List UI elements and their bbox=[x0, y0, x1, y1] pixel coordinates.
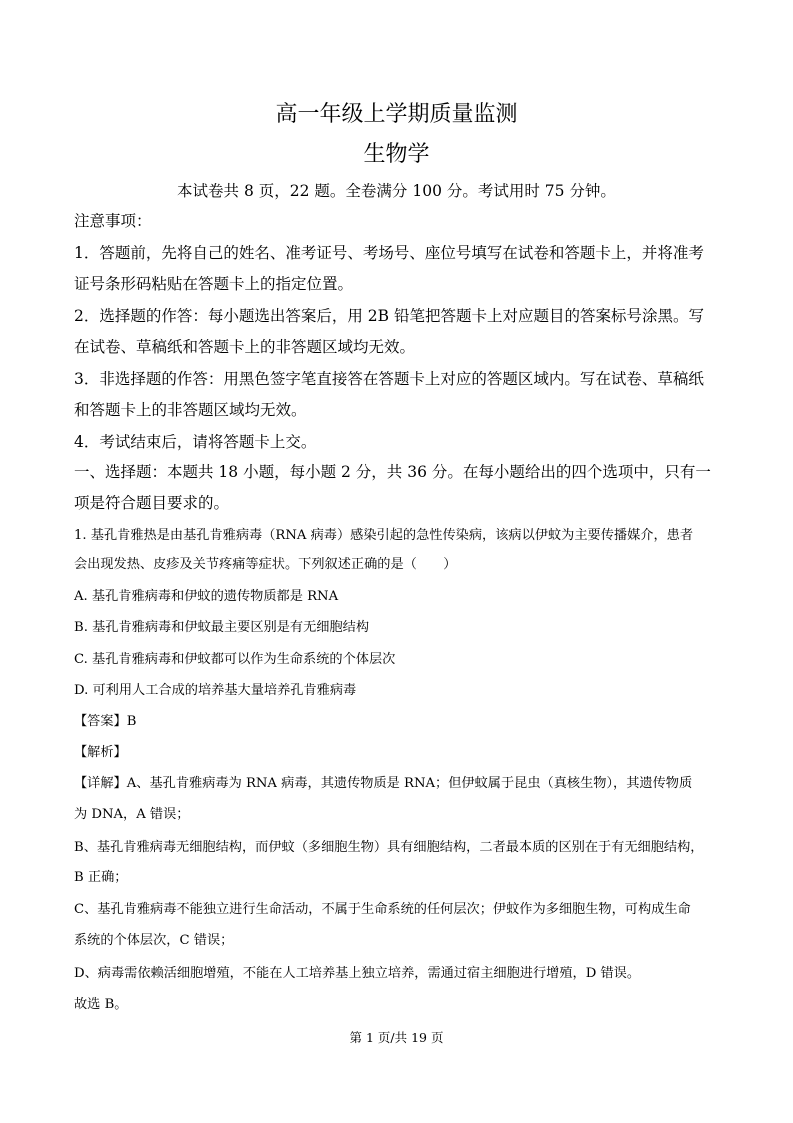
answer-label: 【答案】B bbox=[74, 714, 137, 729]
section-heading: 一、选择题：本题共 18 小题，每小题 2 分，共 36 分。在每小题给出的四个选项中，只有一 bbox=[74, 463, 711, 481]
page-number: 第 1 页/共 19 页 bbox=[349, 1030, 444, 1045]
section-heading: 项是符合题目要求的。 bbox=[74, 494, 230, 512]
note-line: 4．考试结束后，请将答题卡上交。 bbox=[74, 433, 317, 451]
note-line: 1．答题前，先将自己的姓名、准考证号、考场号、座位号填写在试卷和答题卡上，并将准考 bbox=[74, 244, 704, 262]
note-line: 和答题卡上的非答题区域均无效。 bbox=[74, 401, 307, 419]
explanation-line: B 正确； bbox=[74, 870, 128, 885]
note-line: 证号条形码粘贴在答题卡上的指定位置。 bbox=[74, 275, 354, 293]
exam-title: 高一年级上学期质量监测 bbox=[275, 102, 518, 127]
explanation-line: C、基孔肯雅病毒不能独立进行生命活动，不属于生命系统的任何层次；伊蚊作为多细胞生物，可构成生命 bbox=[74, 902, 691, 917]
option-c: C. 基孔肯雅病毒和伊蚊都可以作为生命系统的个体层次 bbox=[74, 652, 396, 667]
question-stem: 1. 基孔肯雅热是由基孔肯雅病毒（RNA 病毒）感染引起的急性传染病，该病以伊蚊为主要传播媒介，患者 bbox=[74, 528, 694, 543]
question-stem: 会出现发热、皮疹及关节疼痛等症状。下列叙述正确的是（ ） bbox=[74, 557, 457, 572]
explanation-line: 系统的个体层次，C 错误； bbox=[74, 933, 234, 948]
exam-info: 本试卷共 8 页，22 题。全卷满分 100 分。考试用时 75 分钟。 bbox=[177, 182, 616, 200]
subject-title: 生物学 bbox=[363, 142, 430, 167]
option-b: B. 基孔肯雅病毒和伊蚊最主要区别是有无细胞结构 bbox=[74, 620, 370, 635]
analysis-heading: 【解析】 bbox=[74, 745, 127, 760]
note-line: 在试卷、草稿纸和答题卡上的非答题区域均无效。 bbox=[74, 338, 416, 356]
note-line: 3．非选择题的作答：用黑色签字笔直接答在答题卡上对应的答题区域内。写在试卷、草稿纸 bbox=[74, 370, 704, 388]
explanation-line: 故选 B。 bbox=[74, 997, 128, 1012]
option-d: D. 可利用人工合成的培养基大量培养孔肯雅病毒 bbox=[74, 683, 357, 698]
explanation-line: D、病毒需依赖活细胞增殖，不能在人工培养基上独立培养，需通过宿主细胞进行增殖，D 错误。 bbox=[74, 966, 641, 981]
explanation-line: B、基孔肯雅病毒无细胞结构，而伊蚊（多细胞生物）具有细胞结构，二者最本质的区别在于有无细胞结构， bbox=[74, 840, 704, 855]
note-line: 2．选择题的作答：每小题选出答案后，用 2B 铅笔把答题卡上对应题目的答案标号涂黑。写 bbox=[74, 307, 704, 325]
option-a: A. 基孔肯雅病毒和伊蚊的遗传物质都是 RNA bbox=[74, 589, 339, 604]
notes-heading: 注意事项： bbox=[74, 212, 152, 230]
explanation-line: 【详解】A、基孔肯雅病毒为 RNA 病毒，其遗传物质是 RNA；但伊蚊属于昆虫（真核生物），其遗传物质 bbox=[74, 776, 693, 791]
explanation-line: 为 DNA，A 错误； bbox=[74, 807, 190, 822]
